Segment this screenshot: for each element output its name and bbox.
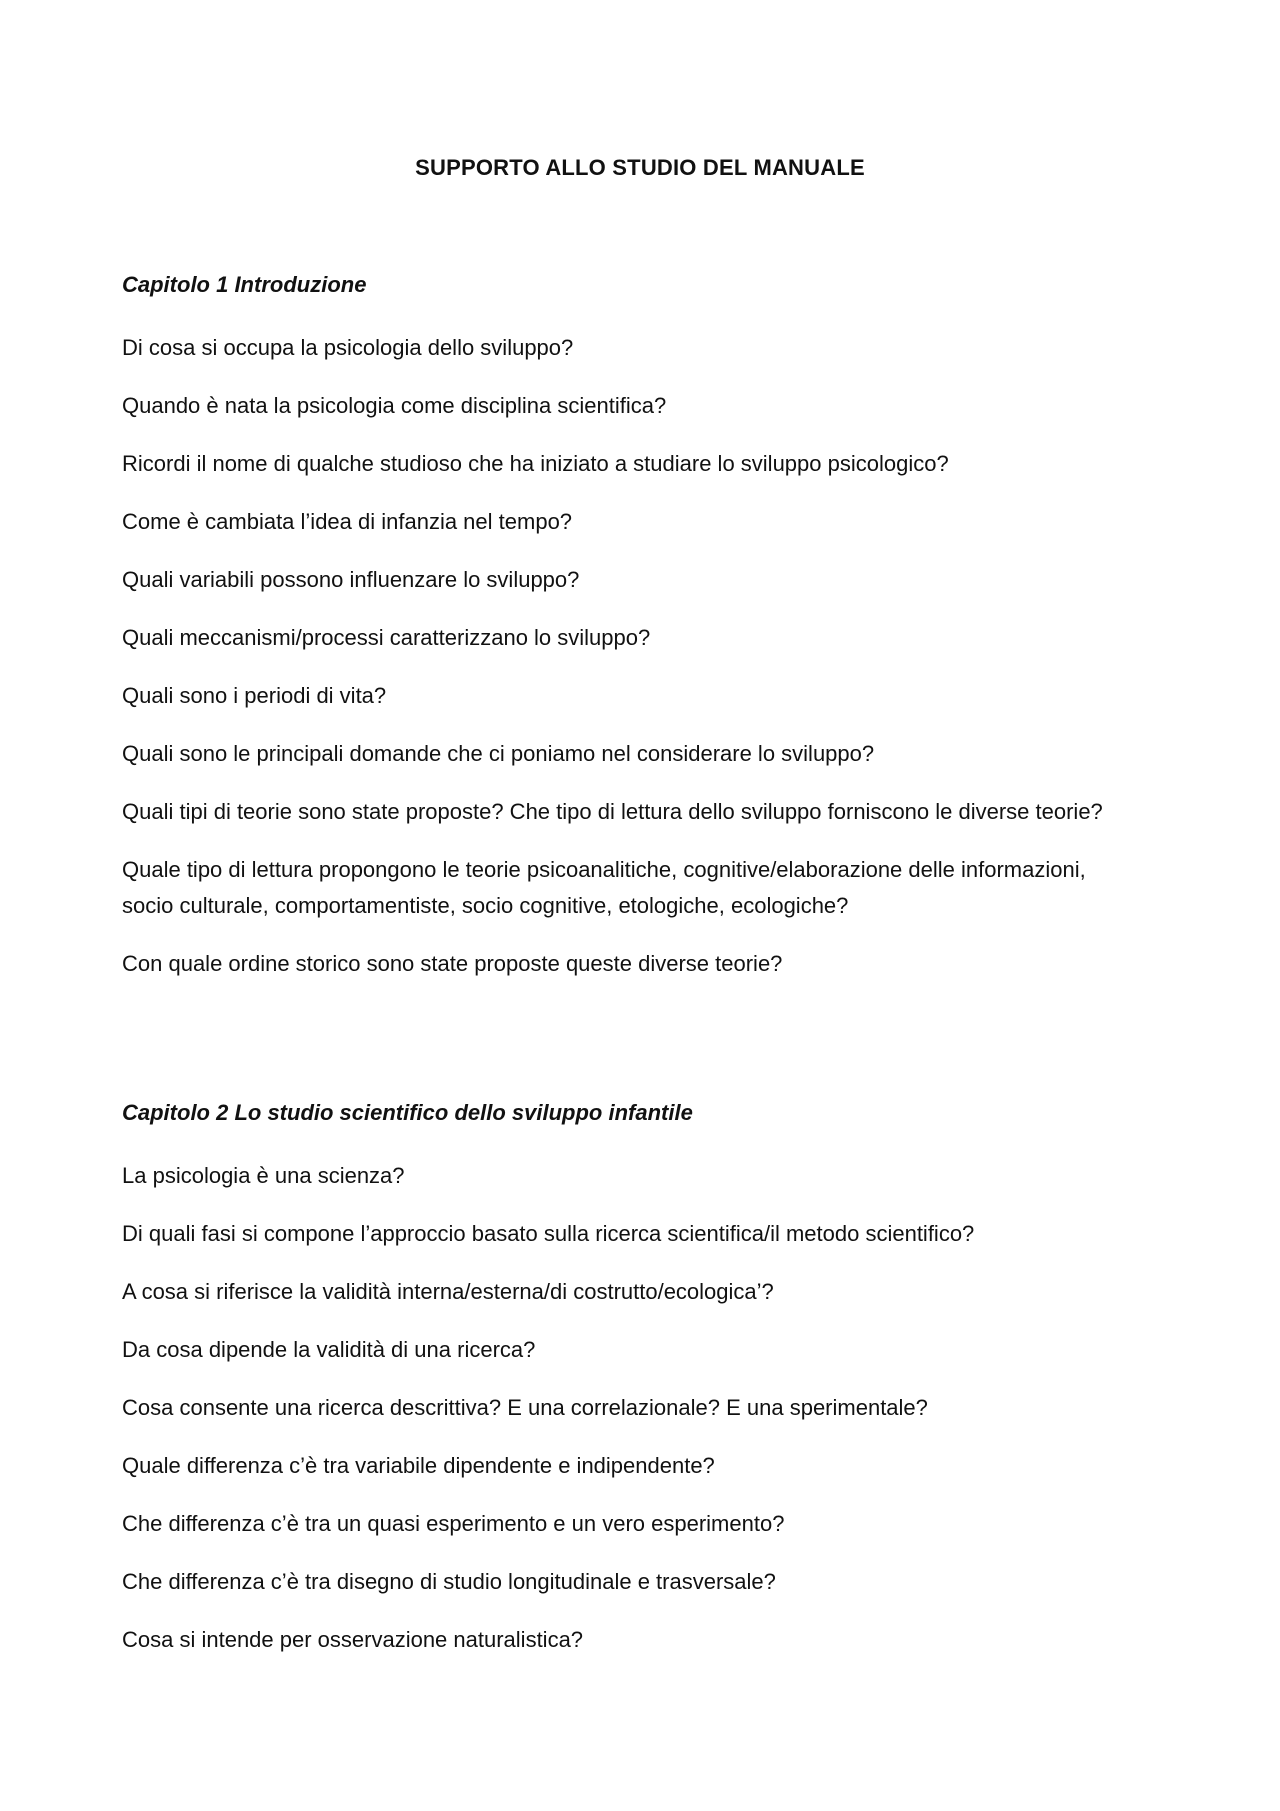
- chapter-1-question: Quando è nata la psicologia come disciplina scientifica?: [122, 393, 667, 418]
- chapter-2-section: [122, 1098, 1122, 1680]
- chapter-1-title: Capitolo 1 Introduzione: [122, 272, 367, 297]
- chapter-1-question: Quale tipo di lettura propongono le teorie psicoanalitiche, cognitive/elaborazione delle informazioni, socio culturale, comportamentiste, socio cognitive, etologiche, ecologiche?: [122, 857, 1086, 918]
- chapter-1-question: Quali sono le principali domande che ci poniamo nel considerare lo sviluppo?: [122, 741, 875, 766]
- chapter-1-question: Come è cambiata l’idea di infanzia nel tempo?: [122, 509, 573, 534]
- chapter-1-question: Con quale ordine storico sono state proposte queste diverse teorie?: [122, 951, 783, 976]
- chapter-2-question: Che differenza c’è tra un quasi esperimento e un vero esperimento?: [122, 1511, 785, 1536]
- chapter-1-question: Quali variabili possono influenzare lo sviluppo?: [122, 567, 580, 592]
- chapter-1-question: Di cosa si occupa la psicologia dello sviluppo?: [122, 335, 574, 360]
- chapter-2-question: Cosa si intende per osservazione naturalistica?: [122, 1627, 584, 1652]
- chapter-1-section: [122, 270, 1122, 1004]
- document-title: SUPPORTO ALLO STUDIO DEL MANUALE: [415, 155, 865, 180]
- chapter-2-question: Di quali fasi si compone l’approccio basato sulla ricerca scientifica/il metodo scientifico?: [122, 1221, 975, 1246]
- chapter-2-question: A cosa si riferisce la validità interna/esterna/di costrutto/ecologica’?: [122, 1279, 774, 1304]
- chapter-1-question: Quali tipi di teorie sono state proposte? Che tipo di lettura dello sviluppo forniscono le diverse teorie?: [122, 799, 1103, 824]
- chapter-1-question: Ricordi il nome di qualche studioso che ha iniziato a studiare lo sviluppo psicologico?: [122, 451, 949, 476]
- chapter-2-title: Capitolo 2 Lo studio scientifico dello sviluppo infantile: [122, 1100, 693, 1125]
- chapter-1-question: Quali meccanismi/processi caratterizzano lo sviluppo?: [122, 625, 651, 650]
- chapter-1-question: Quali sono i periodi di vita?: [122, 683, 387, 708]
- chapter-2-question: Che differenza c’è tra disegno di studio longitudinale e trasversale?: [122, 1569, 776, 1594]
- chapter-2-question: La psicologia è una scienza?: [122, 1163, 405, 1188]
- chapter-2-question: Da cosa dipende la validità di una ricerca?: [122, 1337, 536, 1362]
- chapter-2-question: Cosa consente una ricerca descrittiva? E una correlazionale? E una sperimentale?: [122, 1395, 928, 1420]
- chapter-2-question: Quale differenza c’è tra variabile dipendente e indipendente?: [122, 1453, 715, 1478]
